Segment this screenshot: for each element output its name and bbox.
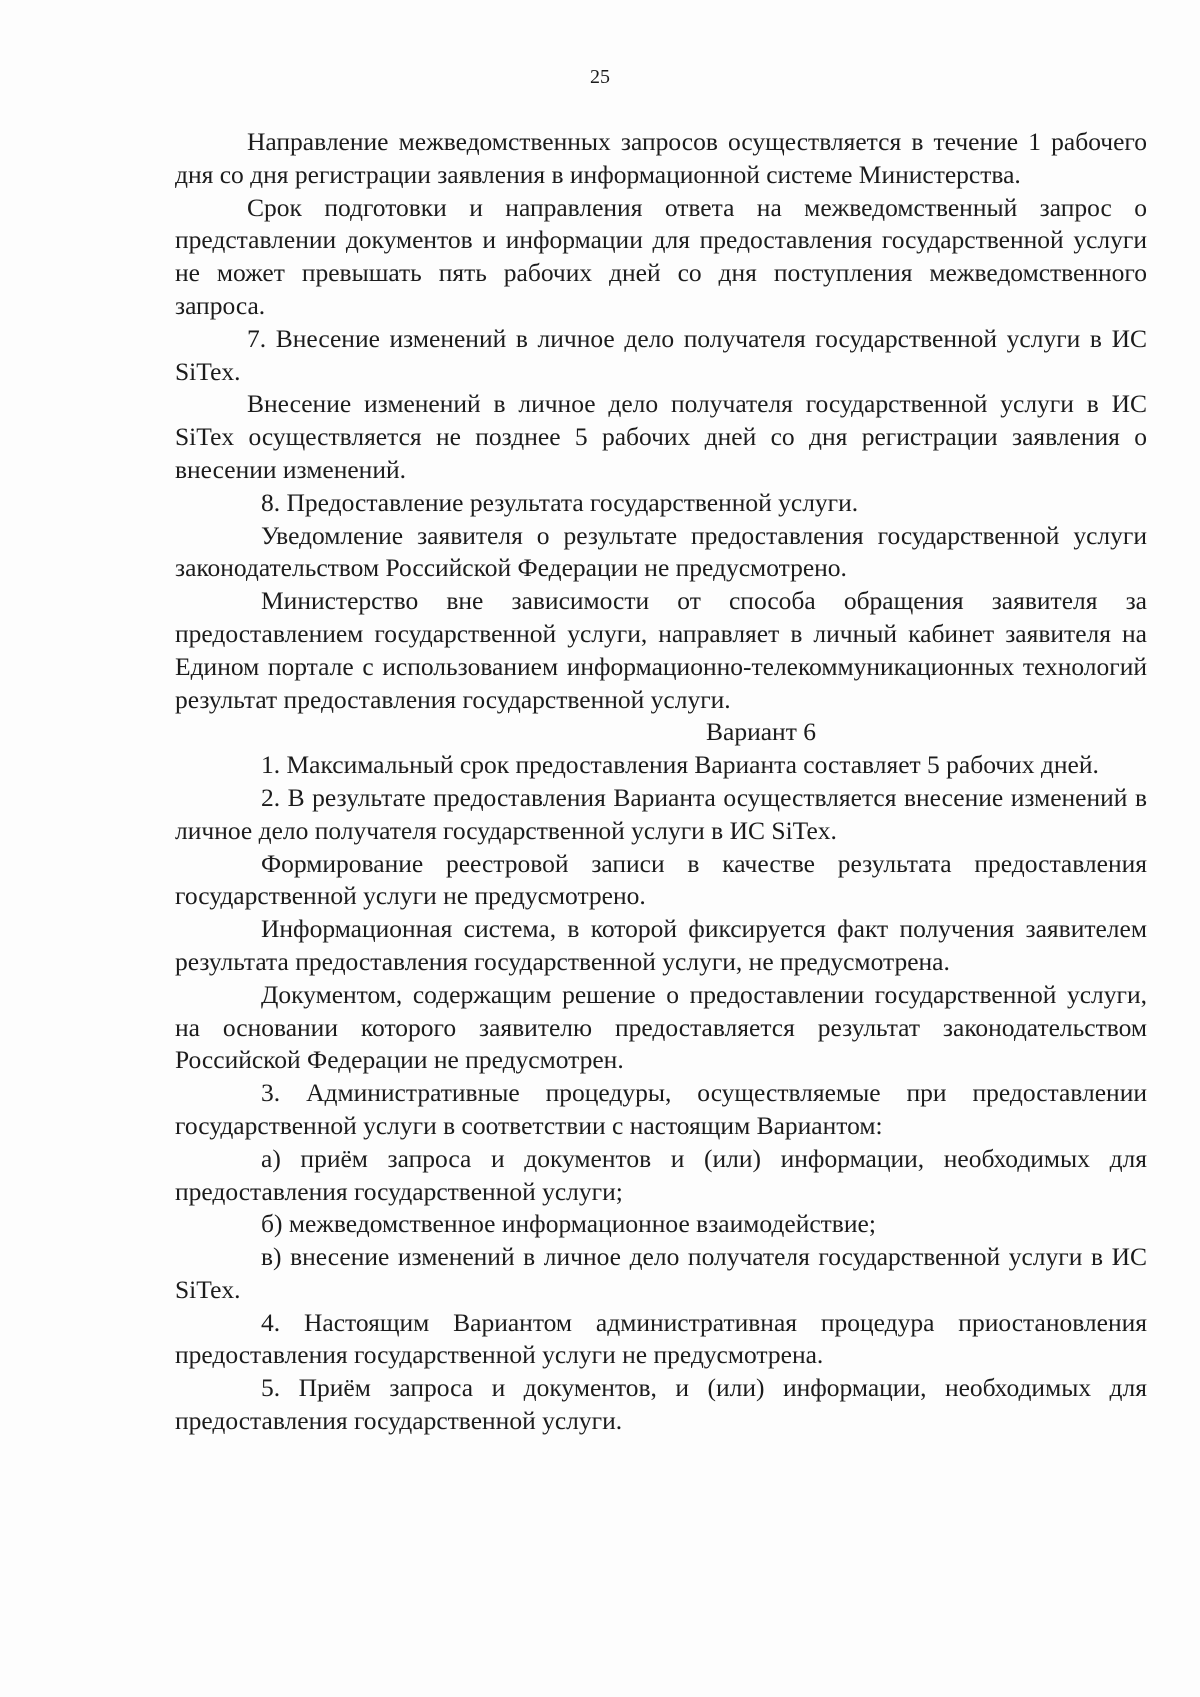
section-heading: Вариант 6 <box>706 717 816 747</box>
paragraph: 2. В результате предоставления Варианта осуществляется внесение изменений в личное дело получателя государственной услуги в ИС SiTex. <box>175 782 1147 845</box>
page-number: 25 <box>590 66 610 88</box>
paragraph: Информационная система, в которой фиксируется факт получения заявителем результата предоставления государственной услуги, не предусмотрена. <box>175 914 1147 976</box>
paragraph: Уведомление заявителя о результате предоставления государственной услуги законодательством Российской Федерации не предусмотрено. <box>175 520 1147 583</box>
document-body <box>175 126 1147 1438</box>
paragraph: Внесение изменений в личное дело получателя государственной услуги в ИС SiTex осуществляется не позднее 5 рабочих дней со дня регистрации заявления о внесении изменений. <box>175 389 1147 484</box>
paragraph: Срок подготовки и направления ответа на межведомственный запрос о представлении документов и информации для предоставления государственной услуги не может превышать пять рабочих дней со дня поступления межведомственного запроса. <box>175 192 1147 320</box>
paragraph: 8. Предоставление результата государственной услуги. <box>261 487 859 517</box>
paragraph: в) внесение изменений в личное дело получателя государственной услуги в ИС SiTex. <box>175 1242 1147 1304</box>
paragraph: 3. Административные процедуры, осуществляемые при предоставлении государственной услуги в соответствии с настоящим Вариантом: <box>175 1078 1147 1140</box>
paragraph: Направление межведомственных запросов осуществляется в течение 1 рабочего дня со дня регистрации заявления в информационной системе Министерства. <box>175 127 1147 189</box>
paragraph: 1. Максимальный срок предоставления Варианта составляет 5 рабочих дней. <box>261 750 1099 780</box>
paragraph: 5. Приём запроса и документов, и (или) информации, необходимых для предоставления государственной услуги. <box>175 1373 1147 1436</box>
paragraph: Формирование реестровой записи в качестве результата предоставления государственной услуги не предусмотрено. <box>175 848 1147 911</box>
paragraph: б) межведомственное информационное взаимодействие; <box>261 1209 876 1239</box>
paragraph: 7. Внесение изменений в личное дело получателя государственной услуги в ИС SiTex. <box>175 323 1147 386</box>
paragraph: Документом, содержащим решение о предоставлении государственной услуги, на основании которого заявителю предоставляется результат законодательством Российской Федерации не предусмотрен. <box>175 979 1147 1075</box>
paragraph: Министерство вне зависимости от способа обращения заявителя за предоставлением государственной услуги, направляет в личный кабинет заявителя на Едином портале с использованием информационно-телекоммуникационных технологий результат предоставления государственной услуги. <box>175 586 1147 714</box>
paragraph: 4. Настоящим Вариантом административная процедура приостановления предоставления государственной услуги не предусмотрена. <box>175 1307 1147 1370</box>
paragraph: а) приём запроса и документов и (или) информации, необходимых для предоставления государственной услуги; <box>175 1143 1147 1206</box>
